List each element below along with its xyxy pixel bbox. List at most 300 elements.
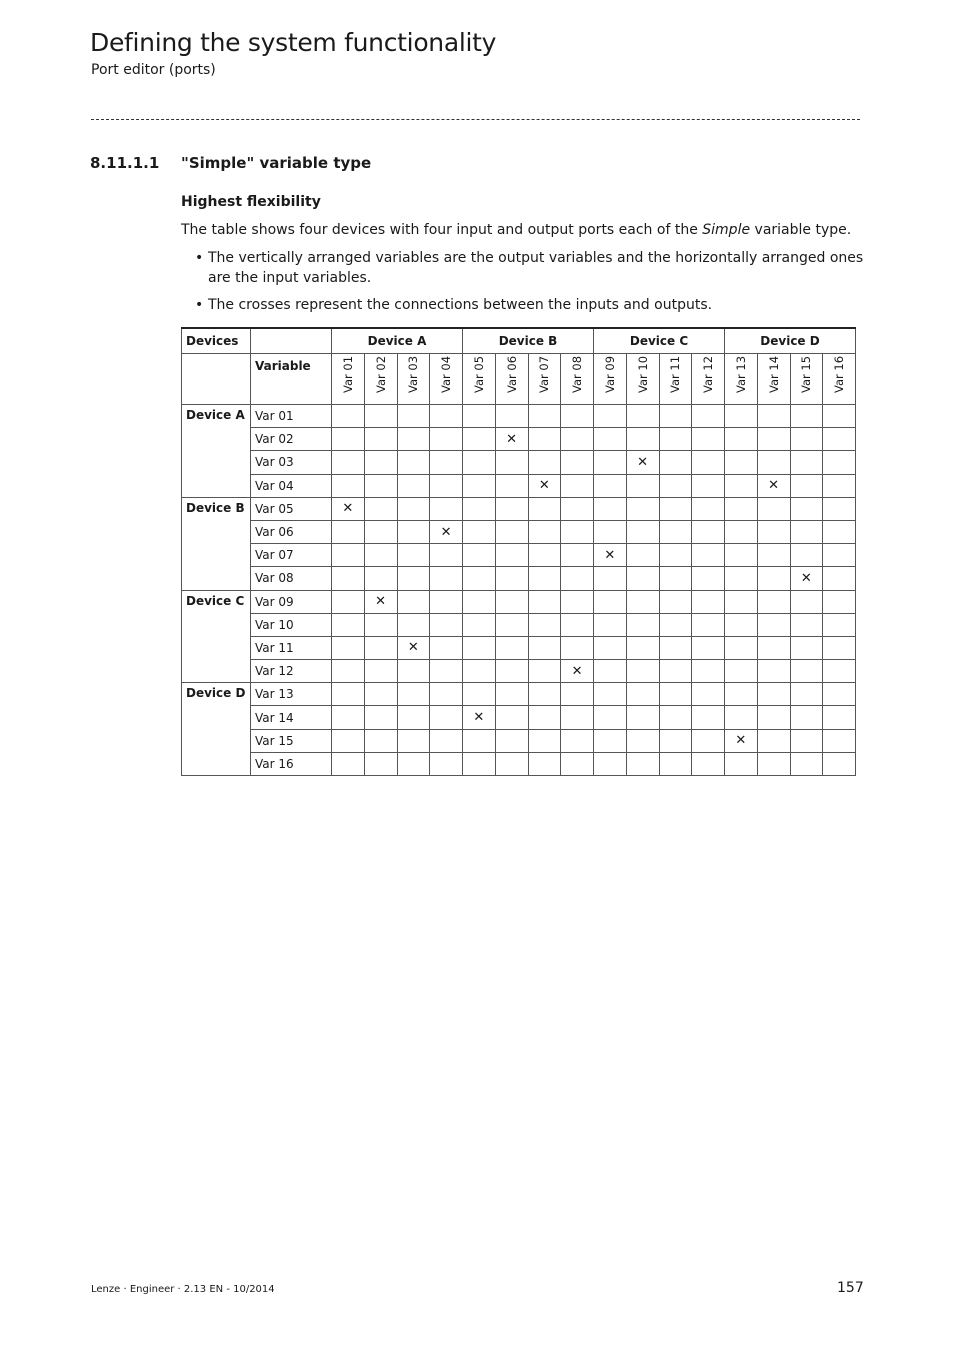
table-row [182, 706, 856, 729]
matrix-cell [594, 752, 627, 775]
matrix-cell [332, 405, 365, 428]
matrix-cell [692, 544, 725, 567]
table-row [182, 613, 856, 636]
matrix-cell [725, 636, 758, 659]
section-title: "Simple" variable type [181, 154, 372, 172]
matrix-cell [561, 636, 594, 659]
matrix-cell [757, 590, 790, 613]
matrix-cell [823, 451, 856, 474]
row-variable-label: Var 03 [251, 451, 332, 474]
matrix-cell [626, 613, 659, 636]
matrix-cell [463, 636, 496, 659]
matrix-cell [528, 683, 561, 706]
matrix-cell [790, 706, 823, 729]
matrix-cell [626, 405, 659, 428]
matrix-cell [790, 451, 823, 474]
matrix-cell [364, 520, 397, 543]
row-variable-label: Var 14 [251, 706, 332, 729]
matrix-cell [823, 706, 856, 729]
subheading: Highest flexibility [181, 194, 321, 210]
matrix-cell [561, 497, 594, 520]
matrix-cell [364, 636, 397, 659]
table-row [182, 567, 856, 590]
matrix-cell [790, 729, 823, 752]
matrix-cell [692, 752, 725, 775]
column-variable-header [528, 354, 561, 405]
bullet-text: The crosses represent the connections between the inputs and outputs. [208, 297, 713, 313]
matrix-cell [823, 729, 856, 752]
matrix-cell [332, 474, 365, 497]
blank-header [251, 328, 332, 354]
matrix-cell [823, 567, 856, 590]
matrix-cell [332, 729, 365, 752]
matrix-cell [364, 706, 397, 729]
connection-mark-cell [430, 520, 463, 543]
column-variable-label: Var 14 [766, 356, 781, 394]
matrix-cell [692, 451, 725, 474]
matrix-cell [757, 451, 790, 474]
matrix-cell [364, 752, 397, 775]
matrix-cell [659, 636, 692, 659]
matrix-cell [823, 428, 856, 451]
column-variable-label: Var 11 [668, 356, 683, 394]
connection-mark-cell [594, 544, 627, 567]
matrix-cell [561, 613, 594, 636]
matrix-cell [626, 752, 659, 775]
matrix-cell [364, 613, 397, 636]
connection-mark-cell [495, 428, 528, 451]
matrix-cell [528, 590, 561, 613]
connection-matrix-table [181, 327, 856, 776]
matrix-cell [594, 613, 627, 636]
matrix-cell [561, 752, 594, 775]
row-variable-label: Var 15 [251, 729, 332, 752]
bullet-icon: • [195, 297, 204, 313]
row-variable-label: Var 06 [251, 520, 332, 543]
cross-icon: ✕ [800, 570, 812, 586]
matrix-cell [528, 636, 561, 659]
matrix-cell [561, 520, 594, 543]
matrix-cell [725, 520, 758, 543]
matrix-cell [594, 520, 627, 543]
matrix-cell [594, 636, 627, 659]
matrix-cell [757, 729, 790, 752]
row-device-label: Device B [182, 497, 251, 590]
matrix-cell [757, 428, 790, 451]
table-row [182, 729, 856, 752]
matrix-cell [397, 613, 430, 636]
column-variable-header [364, 354, 397, 405]
table-row [182, 451, 856, 474]
matrix-cell [725, 706, 758, 729]
matrix-cell [823, 544, 856, 567]
matrix-cell [364, 660, 397, 683]
matrix-cell [528, 660, 561, 683]
matrix-cell [790, 752, 823, 775]
column-variable-label: Var 13 [733, 356, 748, 394]
matrix-cell [430, 683, 463, 706]
matrix-cell [692, 497, 725, 520]
matrix-cell [430, 567, 463, 590]
cross-icon: ✕ [342, 501, 354, 517]
matrix-cell [332, 567, 365, 590]
matrix-cell [659, 613, 692, 636]
column-variable-label: Var 12 [701, 356, 716, 394]
matrix-cell [528, 497, 561, 520]
intro-emphasis: Simple [702, 222, 751, 238]
cross-icon: ✕ [506, 431, 518, 447]
matrix-cell [692, 405, 725, 428]
column-variable-header [332, 354, 365, 405]
column-variable-header [594, 354, 627, 405]
matrix-cell [463, 683, 496, 706]
table-row [182, 428, 856, 451]
matrix-cell [495, 544, 528, 567]
column-variable-label: Var 16 [832, 356, 847, 394]
matrix-cell [823, 636, 856, 659]
matrix-cell [823, 660, 856, 683]
matrix-cell [594, 706, 627, 729]
matrix-cell [692, 613, 725, 636]
matrix-cell [725, 405, 758, 428]
column-variable-label: Var 05 [471, 356, 486, 394]
row-variable-label: Var 01 [251, 405, 332, 428]
connection-mark-cell [725, 729, 758, 752]
blank-header-cell [182, 354, 251, 405]
variable-header: Variable [251, 354, 332, 405]
matrix-cell [397, 474, 430, 497]
matrix-cell [495, 706, 528, 729]
matrix-cell [463, 729, 496, 752]
connection-mark-cell [790, 567, 823, 590]
connection-mark-cell [364, 590, 397, 613]
matrix-cell [528, 520, 561, 543]
matrix-cell [495, 683, 528, 706]
section-number: 8.11.1.1 [90, 154, 160, 172]
matrix-cell [397, 451, 430, 474]
matrix-cell [463, 428, 496, 451]
matrix-cell [397, 405, 430, 428]
matrix-cell [757, 752, 790, 775]
cross-icon: ✕ [735, 733, 747, 749]
matrix-cell [397, 752, 430, 775]
matrix-cell [757, 567, 790, 590]
matrix-cell [561, 590, 594, 613]
device-group-header: Device A [332, 328, 463, 354]
column-variable-label: Var 15 [799, 356, 814, 394]
matrix-cell [823, 613, 856, 636]
page-number: 157 [837, 1280, 864, 1296]
matrix-cell [725, 544, 758, 567]
connection-mark-cell [332, 497, 365, 520]
matrix-cell [626, 474, 659, 497]
matrix-cell [757, 405, 790, 428]
matrix-cell [594, 474, 627, 497]
matrix-cell [626, 544, 659, 567]
column-variable-header [757, 354, 790, 405]
matrix-cell [561, 405, 594, 428]
matrix-cell [495, 752, 528, 775]
matrix-cell [561, 428, 594, 451]
matrix-cell [495, 497, 528, 520]
matrix-cell [332, 683, 365, 706]
matrix-cell [659, 405, 692, 428]
cross-icon: ✕ [375, 594, 387, 610]
matrix-cell [397, 567, 430, 590]
matrix-cell [463, 567, 496, 590]
matrix-cell [430, 729, 463, 752]
matrix-cell [430, 706, 463, 729]
column-variable-label: Var 06 [504, 356, 519, 394]
intro-paragraph [181, 222, 851, 238]
matrix-cell [823, 474, 856, 497]
connection-mark-cell [528, 474, 561, 497]
cross-icon: ✕ [571, 663, 583, 679]
connection-mark-cell [463, 706, 496, 729]
matrix-cell [692, 428, 725, 451]
matrix-cell [790, 497, 823, 520]
matrix-cell [725, 660, 758, 683]
matrix-cell [463, 752, 496, 775]
matrix-cell [692, 567, 725, 590]
matrix-cell [594, 660, 627, 683]
matrix-cell [332, 520, 365, 543]
matrix-cell [463, 451, 496, 474]
cross-icon: ✕ [637, 454, 649, 470]
column-variable-label: Var 07 [537, 356, 552, 394]
matrix-cell [397, 590, 430, 613]
matrix-cell [626, 683, 659, 706]
row-device-label: Device A [182, 405, 251, 498]
matrix-cell [790, 474, 823, 497]
matrix-cell [659, 497, 692, 520]
matrix-cell [364, 405, 397, 428]
matrix-cell [594, 405, 627, 428]
cross-icon: ✕ [604, 547, 616, 563]
matrix-cell [823, 683, 856, 706]
matrix-cell [659, 567, 692, 590]
matrix-cell [463, 497, 496, 520]
row-variable-label: Var 08 [251, 567, 332, 590]
matrix-cell [757, 636, 790, 659]
matrix-cell [692, 660, 725, 683]
matrix-cell [626, 590, 659, 613]
matrix-cell [757, 613, 790, 636]
matrix-cell [463, 590, 496, 613]
matrix-cell [430, 497, 463, 520]
matrix-cell [364, 729, 397, 752]
matrix-cell [757, 660, 790, 683]
matrix-cell [626, 520, 659, 543]
matrix-cell [790, 636, 823, 659]
matrix-cell [692, 683, 725, 706]
matrix-cell [332, 451, 365, 474]
matrix-cell [626, 497, 659, 520]
matrix-cell [692, 520, 725, 543]
matrix-cell [594, 729, 627, 752]
matrix-cell [397, 544, 430, 567]
matrix-cell [626, 428, 659, 451]
matrix-cell [725, 752, 758, 775]
table-row [182, 497, 856, 520]
column-variable-label: Var 10 [635, 356, 650, 394]
row-variable-label: Var 10 [251, 613, 332, 636]
matrix-cell [561, 729, 594, 752]
row-variable-label: Var 02 [251, 428, 332, 451]
bullet-list [181, 249, 871, 324]
matrix-cell [397, 428, 430, 451]
cross-icon: ✕ [440, 524, 452, 540]
matrix-cell [528, 729, 561, 752]
matrix-cell [364, 451, 397, 474]
matrix-cell [430, 660, 463, 683]
matrix-cell [430, 636, 463, 659]
matrix-cell [332, 428, 365, 451]
matrix-cell [659, 520, 692, 543]
matrix-cell [594, 451, 627, 474]
intro-text-before: The table shows four devices with four input and output ports each of the [181, 222, 703, 238]
section-heading [90, 154, 371, 172]
matrix-cell [790, 544, 823, 567]
matrix-cell [364, 497, 397, 520]
matrix-cell [463, 405, 496, 428]
matrix-cell [659, 729, 692, 752]
column-variable-header [823, 354, 856, 405]
column-variable-label: Var 08 [570, 356, 585, 394]
matrix-cell [725, 428, 758, 451]
page-title: Defining the system functionality [90, 28, 497, 57]
matrix-cell [332, 544, 365, 567]
matrix-cell [495, 613, 528, 636]
column-variable-header [626, 354, 659, 405]
matrix-cell [495, 405, 528, 428]
matrix-cell [626, 567, 659, 590]
matrix-cell [495, 660, 528, 683]
matrix-cell [463, 544, 496, 567]
matrix-cell [463, 660, 496, 683]
column-variable-label: Var 09 [602, 356, 617, 394]
matrix-cell [397, 706, 430, 729]
matrix-cell [332, 660, 365, 683]
matrix-cell [757, 706, 790, 729]
column-variable-header [495, 354, 528, 405]
matrix-cell [430, 428, 463, 451]
matrix-cell [659, 706, 692, 729]
matrix-cell [463, 613, 496, 636]
matrix-cell [430, 474, 463, 497]
device-group-header: Device B [463, 328, 594, 354]
cross-icon: ✕ [407, 640, 419, 656]
row-variable-label: Var 09 [251, 590, 332, 613]
column-variable-label: Var 01 [340, 356, 355, 394]
matrix-cell [659, 544, 692, 567]
row-device-label: Device D [182, 683, 251, 776]
matrix-cell [626, 706, 659, 729]
matrix-cell [463, 520, 496, 543]
matrix-cell [757, 683, 790, 706]
matrix-cell [528, 706, 561, 729]
matrix-cell [528, 451, 561, 474]
matrix-cell [725, 590, 758, 613]
matrix-cell [659, 660, 692, 683]
matrix-cell [659, 752, 692, 775]
matrix-cell [332, 752, 365, 775]
matrix-cell [594, 428, 627, 451]
matrix-cell [495, 729, 528, 752]
bullet-icon: • [195, 250, 204, 266]
matrix-cell [430, 613, 463, 636]
connection-mark-cell [626, 451, 659, 474]
matrix-cell [659, 428, 692, 451]
matrix-cell [495, 567, 528, 590]
matrix-cell [364, 428, 397, 451]
matrix-cell [659, 590, 692, 613]
matrix-cell [692, 636, 725, 659]
matrix-cell [397, 497, 430, 520]
matrix-cell [626, 636, 659, 659]
matrix-cell [561, 567, 594, 590]
page-subtitle: Port editor (ports) [91, 62, 216, 78]
matrix-cell [430, 451, 463, 474]
row-variable-label: Var 07 [251, 544, 332, 567]
matrix-cell [397, 520, 430, 543]
bullet-item [181, 296, 871, 316]
matrix-cell [725, 474, 758, 497]
matrix-cell [659, 474, 692, 497]
table-row [182, 590, 856, 613]
cross-icon: ✕ [538, 478, 550, 494]
matrix-cell [790, 428, 823, 451]
matrix-cell [528, 613, 561, 636]
matrix-cell [528, 752, 561, 775]
table-row [182, 474, 856, 497]
column-variable-label: Var 04 [439, 356, 454, 394]
matrix-cell [364, 683, 397, 706]
table-row [182, 636, 856, 659]
matrix-cell [659, 451, 692, 474]
row-variable-label: Var 12 [251, 660, 332, 683]
footer-text: Lenze · Engineer · 2.13 EN - 10/2014 [91, 1284, 275, 1295]
matrix-cell [495, 590, 528, 613]
connection-mark-cell [561, 660, 594, 683]
matrix-cell [332, 590, 365, 613]
matrix-cell [594, 567, 627, 590]
matrix-cell [495, 636, 528, 659]
matrix-cell [757, 497, 790, 520]
matrix-cell [594, 683, 627, 706]
matrix-cell [364, 544, 397, 567]
table-row [182, 544, 856, 567]
column-variable-header [659, 354, 692, 405]
table-row [182, 520, 856, 543]
matrix-cell [626, 660, 659, 683]
column-variable-header [463, 354, 496, 405]
matrix-cell [725, 451, 758, 474]
column-variable-label: Var 03 [406, 356, 421, 394]
devices-header: Devices [182, 328, 251, 354]
matrix-cell [430, 752, 463, 775]
matrix-cell [594, 590, 627, 613]
matrix-cell [528, 544, 561, 567]
matrix-cell [725, 497, 758, 520]
bullet-item [181, 249, 871, 288]
matrix-cell [561, 544, 594, 567]
matrix-cell [692, 474, 725, 497]
column-variable-header [790, 354, 823, 405]
matrix-cell [725, 613, 758, 636]
intro-text-after: variable type. [750, 222, 852, 238]
matrix-cell [659, 683, 692, 706]
